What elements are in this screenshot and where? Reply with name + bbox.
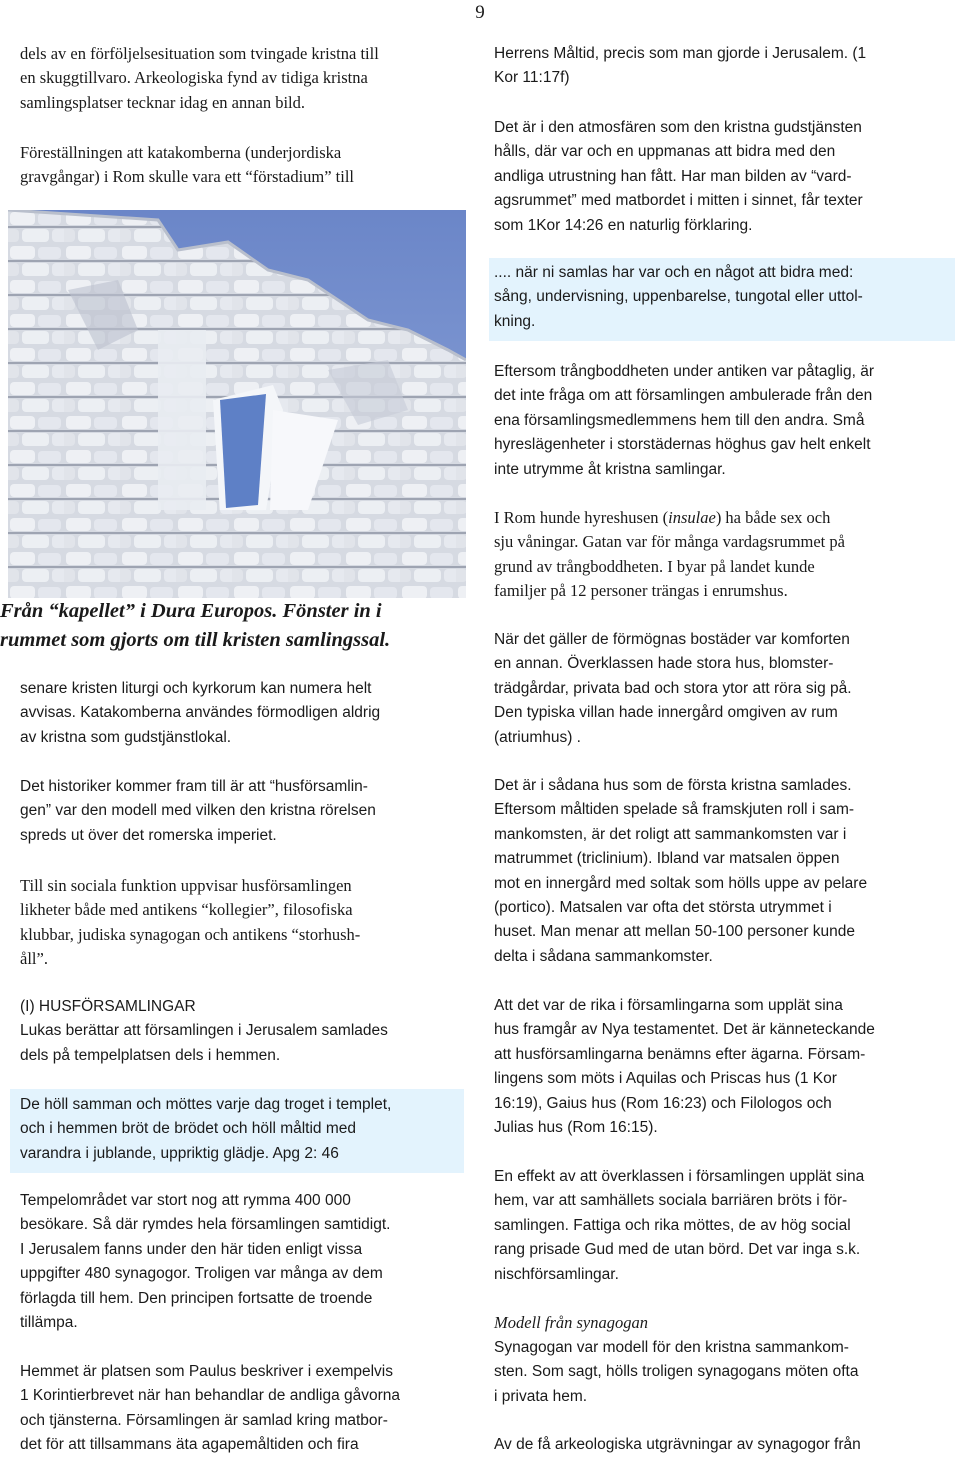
acts-quote: De höll samman och möttes varje dag troget i templet, och i hemmen bröt de brödet och höll måltid med varandra i jublande, uppriktig glädje. Apg 2: 46 (10, 1089, 464, 1173)
insulae-text-before: I Rom hunde hyreshusen ( (494, 508, 669, 527)
right-paragraph-2: Det är i den atmosfären som den kristna gudstjänsten hålls, där var och en uppmanas att bidra med den andliga utrustning han fått. Har man bilden av “vard- agsrummet” med matbordet i mitten i sinnet, får texter som 1Kor 14:26 en naturlig förklaring. (494, 119, 863, 234)
left-paragraph-4: Det historiker kommer fram till är att “husförsamlin- gen” var den modell med vilken den kristna rörelsen spreds ut över det romerska imperiet. (20, 778, 376, 844)
left-paragraph-1: dels av en förföljelsesituation som tvingade kristna till en skuggtillvaro. Arkeologiska fynd av tidiga kristna samlingsplatser tecknar idag en annan bild. (20, 44, 379, 112)
right-paragraph-4 (494, 506, 954, 604)
right-paragraph-9: Synagogan var modell för den kristna sammankom- sten. Som sagt, hölls troligen synagogans möten ofta i privata hem. (494, 1339, 859, 1405)
dura-europos-photo (8, 210, 466, 598)
right-paragraph-7: Att det var de rika i församlingarna som upplät sina hus framgår av Nya testamentet. Det är känneteckande att husförsamlingarna benämns efter ägarna. Försam- lingens som möts i Aquilas och Priscas hus (1 Kor 16:19), Gaius hus (Rom 16:23) och Filologos och Julias hus (Rom 16:15). (494, 997, 875, 1137)
insulae-term: insulae (668, 508, 716, 527)
right-paragraph-8: En effekt av att överklassen i församlingen upplät sina hem, var att samhällets sociala barriären bröts i för- samlingen. Fattiga och rika möttes, de av hög social rang prisade Gud med de utan börd. Det var inga s.k. nischförsamlingar. (494, 1168, 865, 1283)
right-paragraph-5: När det gäller de förmögnas bostäder var komforten en annan. Överklassen hade stora hus, blomster- trädgårdar, privata bad och stora ytor att röra sig på. Den typiska villan hade innergård omgiven av rum (atriumhus) . (494, 631, 852, 746)
insulae-text-after: ) ha både sex och sju våningar. Gatan var för många vardagsrummet på grund av trångboddheten. I byar på landet kunde familjer på 12 personer trängas i enrumshus. (494, 508, 845, 601)
left-paragraph-7: Tempelområdet var stort nog att rymma 400 000 besökare. Så där rymdes hela församlingen samtidigt. I Jerusalem fanns under den här tiden enligt vissa uppgifter 480 synagogor. Troligen var många av dem förlagda till hem. Den principen fortsatte de troende tillämpa. (20, 1192, 391, 1332)
left-paragraph-2: Föreställningen att katakomberna (underjordiska gravgångar) i Rom skulle vara ett “förstadium” till (20, 143, 355, 187)
right-paragraph-10: Av de få arkeologiska utgrävningar av synagogor från (494, 1436, 861, 1453)
right-paragraph-6: Det är i sådana hus som de första kristna samlades. Eftersom måltiden spelade så framskjuten roll i sam- mankomsten, är det roligt att sammankomsten var i matrummet (triclinium). Ibland var matsalen öppen mot en innergård med soltak som hölls uppe av pelare (portico). Matsalen var ofta det största utrymmet i huset. Man menar att mellan 50-100 personer kunde delta i sådana sammankomster. (494, 777, 868, 965)
left-paragraph-8: Hemmet är platsen som Paulus beskriver i exempelvis 1 Korintierbrevet när han behandlar de andliga gåvorna och tjänsterna. Församlingen är samlad kring matbor- det för att tillsammans äta agapemåltiden och fira (20, 1363, 401, 1454)
left-paragraph-5: Till sin sociala funktion uppvisar husförsamlingen likheter både med antikens “kollegier”, filosofiska klubbar, judiska synagogan och antikens “storhush- åll”. (20, 876, 361, 969)
image-caption: Från “kapellet” i Dura Europos. Fönster in i rummet som gjorts om till kristen samlingssal. (0, 600, 391, 651)
page-number: 9 (475, 2, 485, 23)
left-paragraph-3: senare kristen liturgi och kyrkorum kan numera helt avvisas. Katakomberna användes förmodligen aldrig av kristna som gudstjänstlokal. (20, 680, 381, 746)
right-paragraph-3: Eftersom trångboddheten under antiken var påtaglig, är det inte fråga om att församlingen ambulerade från den ena församlingsmedlemmens hem till den andra. Små hyreslägenheter i storstädernas höghus gav helt enkelt inte utrymme åt kristna samlingar. (494, 363, 874, 478)
right-paragraph-1: Herrens Måltid, precis som man gjorde i Jerusalem. (1 Kor 11:17f) (494, 45, 867, 87)
corinthians-quote: .... när ni samlas har var och en något att bidra med: sång, undervisning, uppenbarelse, tungotal eller uttol- kning. (489, 258, 955, 341)
left-paragraph-6: (I) HUSFÖRSAMLINGAR Lukas berättar att församlingen i Jerusalem samlades dels på tempelplatsen dels i hemmen. (20, 998, 388, 1064)
synagogue-heading: Modell från synagogan (494, 1313, 648, 1332)
